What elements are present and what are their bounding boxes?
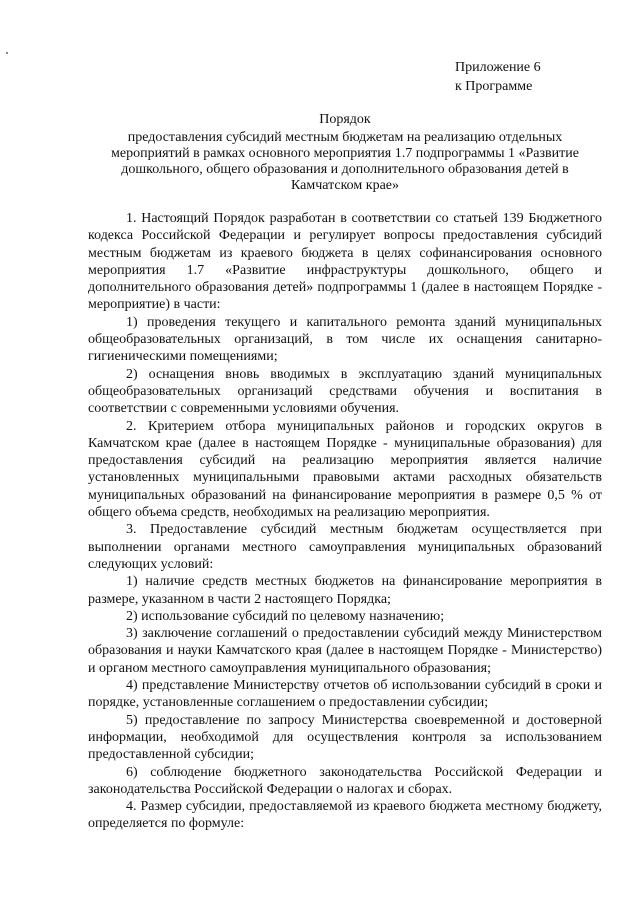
paragraph-1-item-2: 2) оснащения вновь вводимых в эксплуатацию зданий муниципальных общеобразовательных организаций средствами обучения и воспитания в соответствии с современными условиями обучения. — [88, 366, 602, 417]
title-subtitle: предоставления субсидий местным бюджетам на реализацию отдельных мероприятий в рамках основного мероприятия 1.7 подпрограммы 1 «Развитие дошкольного, общего образования и дополнительного образования детей в Камчатском крае» — [111, 130, 579, 193]
paragraph-3: 3. Предоставление субсидий местным бюджетам осуществляется при выполнении органами местного самоуправления муниципальных образований следующих условий: — [88, 522, 602, 572]
paragraph-3-item-2: 2) использование субсидий по целевому назначению; — [126, 608, 445, 624]
paragraph-1-item-1: 1) проведения текущего и капитального ремонта зданий муниципальных общеобразовательных организаций, в том числе их оснащения санитарно-гигиеническими помещениями; — [88, 314, 602, 365]
document-body — [88, 210, 602, 833]
document-title — [88, 112, 602, 194]
paragraph-3-item-5: 5) предоставление по запросу Министерства своевременной и достоверной информации, необходимой для осуществления контроля за использованием предоставленной субсидии; — [88, 712, 602, 763]
paragraph-3-item-4: 4) представление Министерству отчетов об использовании субсидий в сроки и порядке, установленные соглашением о предоставлении субсидии; — [88, 678, 602, 711]
title-heading: Порядок — [319, 112, 371, 127]
paragraph-3-item-3: 3) заключение соглашений о предоставлении субсидий между Министерством образования и науки Камчатского края (далее в настоящем Порядке - Министерство) и органом местного самоуправления муниципального образования; — [88, 626, 602, 676]
paragraph-2: 2. Критерием отбора муниципальных районов и городских округов в Камчатском крае (далее в настоящем Порядке - муниципальные образования) для предоставления субсидий на реализацию мероприятия является наличие установленных муниципальными правовыми актами расходных обязательств муниципальных образований на финансирование мероприятия в размере 0,5 % от общего объема средств, необходимых на реализацию мероприятия. — [88, 418, 602, 521]
paragraph-3-item-1: 1) наличие средств местных бюджетов на финансирование мероприятия в размере, указанном в части 2 настоящего Порядка; — [88, 574, 602, 607]
margin-mark — [6, 52, 8, 54]
appendix-number: Приложение 6 — [455, 60, 541, 75]
appendix-header — [455, 58, 541, 96]
paragraph-3-item-6: 6) соблюдение бюджетного законодательства Российской Федерации и законодательства Российской Федерации о налогах и сборах. — [88, 764, 602, 797]
paragraph-1: 1. Настоящий Порядок разработан в соответствии со статьей 139 Бюджетного кодекса Российской Федерации и регулирует вопросы предоставления субсидий местным бюджетам из краевого бюджета в целях софинансирования основного мероприятия 1.7 «Развитие инфраструктуры дошкольного, общего и дополнительного образования детей» подпрограммы 1 (далее в настоящем Порядке - мероприятие) в части: — [88, 211, 602, 313]
appendix-reference: к Программе — [455, 79, 533, 94]
paragraph-4: 4. Размер субсидии, предоставляемой из краевого бюджета местному бюджету, определяется по формуле: — [88, 799, 602, 832]
